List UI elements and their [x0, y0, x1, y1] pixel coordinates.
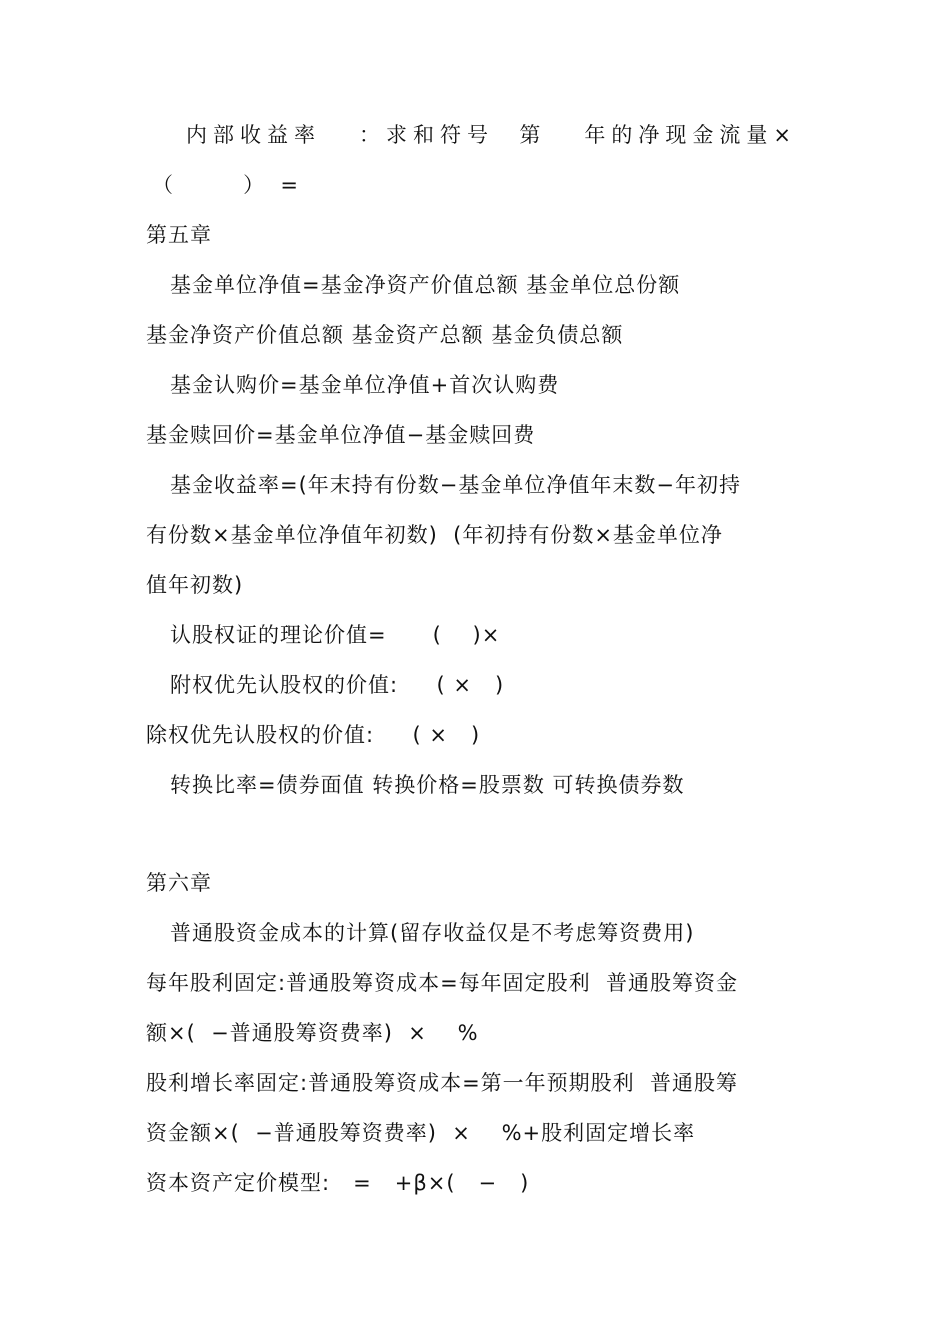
fund-return-formula-line-2: 有份数×基金单位净值年初数) (年初持有份数×基金单位净	[146, 523, 723, 547]
fund-redemption-price-formula: 基金赎回价=基金单位净值−基金赎回费	[146, 423, 536, 447]
fixed-dividend-formula-line-1: 每年股利固定:普通股筹资成本=每年固定股利 普通股筹资金	[146, 971, 739, 995]
fund-return-formula-line-1: 基金收益率=(年末持有份数−基金单位净值年末数−年初持	[170, 473, 741, 497]
conversion-ratio-formula: 转换比率=债券面值 转换价格=股票数 可转换债券数	[170, 773, 685, 797]
fixed-dividend-formula-line-2: 额×( −普通股筹资费率) × %	[146, 1021, 479, 1045]
growth-dividend-formula-line-1: 股利增长率固定:普通股筹资成本=第一年预期股利 普通股筹	[146, 1071, 739, 1095]
chapter-5-heading: 第五章	[146, 223, 212, 247]
common-stock-cost-heading: 普通股资金成本的计算(留存收益仅是不考虑筹资费用)	[170, 921, 695, 945]
growth-dividend-formula-line-2: 资金额×( −普通股筹资费率) × %+股利固定增长率	[146, 1121, 696, 1145]
irr-formula-continuation: （ ） =	[152, 173, 300, 197]
chapter-6-heading: 第六章	[146, 871, 212, 895]
fund-nav-formula: 基金单位净值=基金净资产价值总额 基金单位总份额	[170, 273, 681, 297]
rights-off-value-formula: 除权优先认股权的价值: ( × )	[146, 723, 481, 747]
fund-subscription-price-formula: 基金认购价=基金单位净值+首次认购费	[170, 373, 560, 397]
capm-formula: 资本资产定价模型: = +β×( − )	[146, 1171, 530, 1195]
rights-on-value-formula: 附权优先认股权的价值: ( × )	[170, 673, 505, 697]
irr-formula-line: 内部收益率 ：求和符号 第 年的净现金流量×	[186, 123, 797, 147]
warrant-value-formula: 认股权证的理论价值= ( )×	[170, 623, 501, 647]
fund-net-asset-formula: 基金净资产价值总额 基金资产总额 基金负债总额	[146, 323, 624, 347]
fund-return-formula-line-3: 值年初数)	[146, 573, 244, 597]
